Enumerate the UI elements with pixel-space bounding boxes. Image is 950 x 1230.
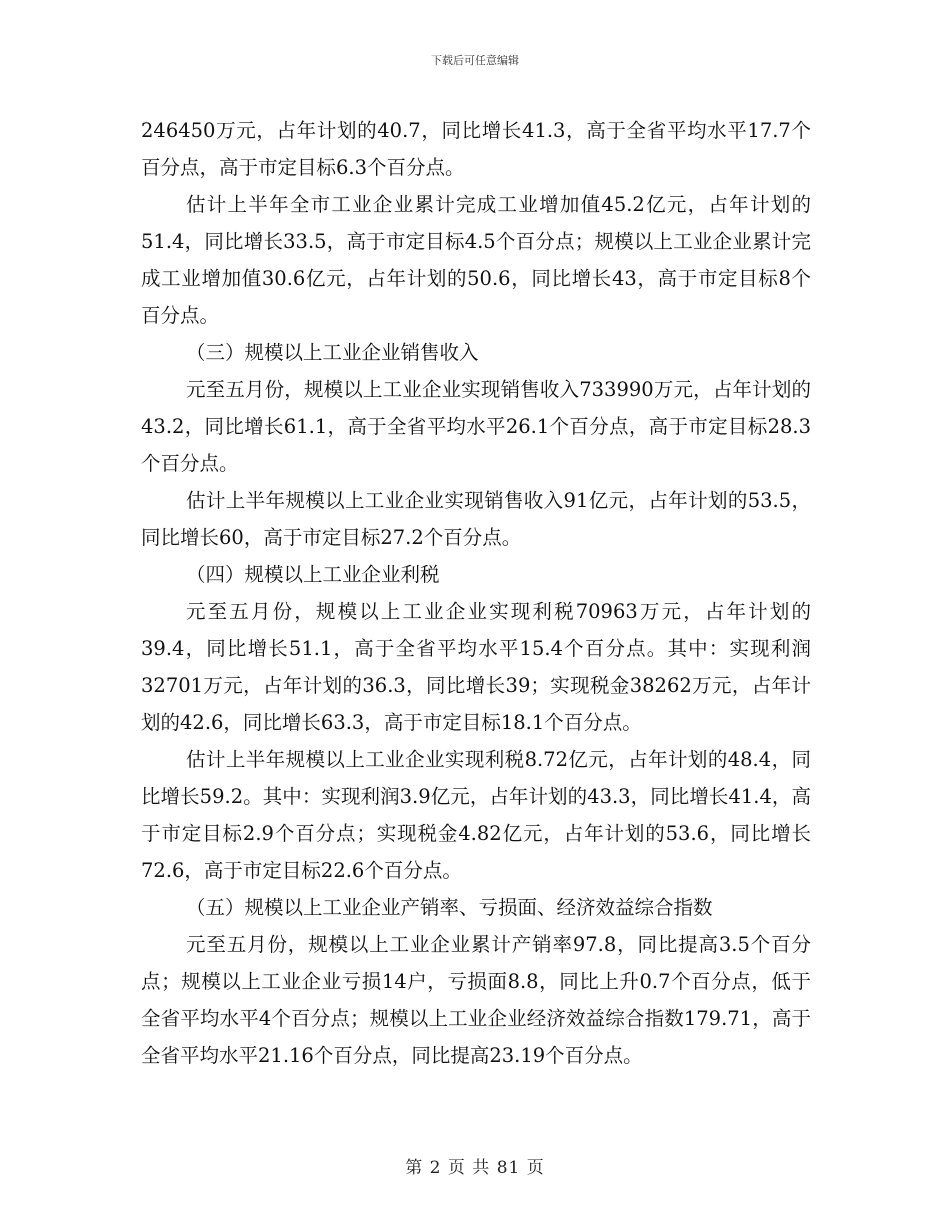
paragraph-first-half-value-added: 估计上半年全市工业企业累计完成工业增加值45.2亿元，占年计划的51.4，同比增长33.5，高于市定目标4.5个百分点；规模以上工业企业累计完成工业增加值30.6亿元，占年计划的50.6，同比增长43，高于市定目标8个百分点。 [141, 193, 811, 327]
paragraph-sales-jan-may: 元至五月份，规模以上工业企业实现销售收入733990万元，占年计划的43.2，同比增长61.1，高于全省平均水平26.1个百分点，高于市定目标28.3个百分点。 [141, 378, 811, 475]
paragraph-efficiency-jan-may: 元至五月份，规模以上工业企业累计产销率97.8，同比提高3.5个百分点；规模以上工业企业亏损14户，亏损面8.8，同比上升0.7个百分点，低于全省平均水平4个百分点；规模以上工业企业经济效益综合指数179.71，高于全省平均水平21.16个百分点，同比提高23.19个百分点。 [141, 933, 811, 1067]
paragraph-continuation: 246450万元，占年计划的40.7，同比增长41.3，高于全省平均水平17.7个百分点，高于市定目标6.3个百分点。 [141, 119, 811, 179]
paragraph-profit-tax-first-half: 估计上半年规模以上工业企业实现利税8.72亿元，占年计划的48.4，同比增长59.2。其中：实现利润3.9亿元，占年计划的43.3，同比增长41.4，高于市定目标2.9个百分点；实现税金4.82亿元，占年计划的53.6，同比增长72.6，高于市定目标22.6个百分点。 [141, 748, 811, 882]
document-body [141, 112, 811, 1074]
page-footer: 第 2 页 共 81 页 [405, 1158, 545, 1178]
paragraph-sales-first-half: 估计上半年规模以上工业企业实现销售收入91亿元，占年计划的53.5，同比增长60，高于市定目标27.2个百分点。 [141, 489, 811, 549]
page-header: 下载后可任意编辑 [431, 54, 519, 67]
paragraph-profit-tax-jan-may: 元至五月份，规模以上工业企业实现利税70963万元，占年计划的39.4，同比增长51.1，高于全省平均水平15.4个百分点。其中：实现利润32701万元，占年计划的36.3，同比增长39；实现税金38262万元，占年计划的42.6，同比增长63.3，高于市定目标18.1个百分点。 [141, 600, 811, 734]
section-heading-profit-tax: （四）规模以上工业企业利税 [186, 563, 440, 586]
section-heading-efficiency-index: （五）规模以上工业企业产销率、亏损面、经济效益综合指数 [186, 896, 713, 919]
section-heading-sales-revenue: （三）规模以上工业企业销售收入 [186, 341, 479, 364]
